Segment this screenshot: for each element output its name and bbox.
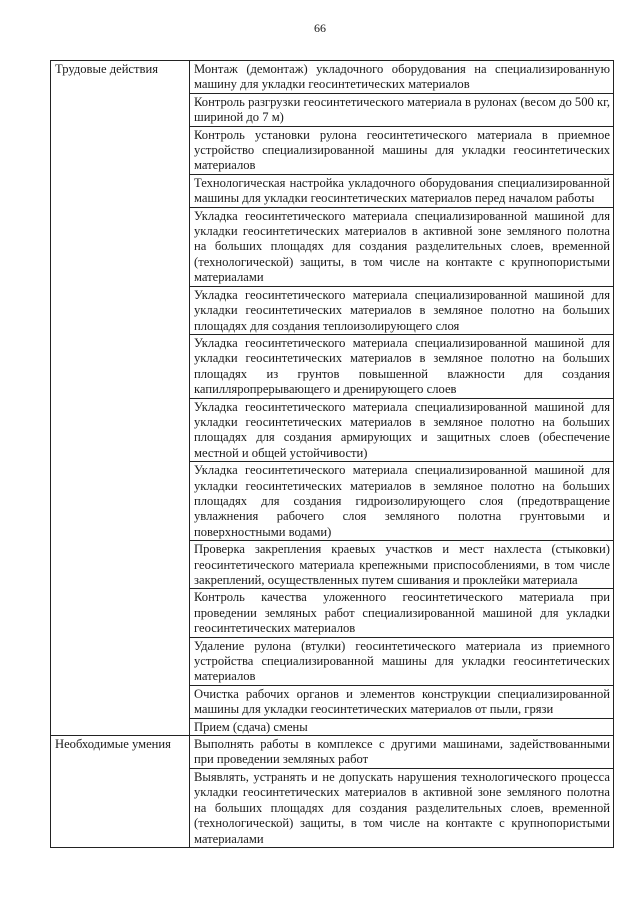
table-cell-item: Монтаж (демонтаж) укладочного оборудования на специализированную машину для укладки геосинтетических материалов: [190, 61, 614, 94]
table-cell-item: Контроль разгрузки геосинтетического материала в рулонах (весом до 500 кг, шириной до 7 м): [190, 93, 614, 126]
table-cell-item: Очистка рабочих органов и элементов конструкции специализированной машины для укладки геосинтетических материалов от пыли, грязи: [190, 685, 614, 718]
table-cell-item: Контроль качества уложенного геосинтетического материала при проведении земляных работ специализированной машиной для укладки геосинтетических материалов: [190, 589, 614, 637]
table-cell-item: Удаление рулона (втулки) геосинтетического материала из приемного устройства специализированной машины для укладки геосинтетических материалов: [190, 637, 614, 685]
table-cell-item: Прием (сдача) смены: [190, 718, 614, 735]
section-label: Необходимые умения: [51, 736, 190, 848]
page-number: 66: [314, 21, 326, 35]
table-cell-item: Выполнять работы в комплексе с другими машинами, задействованными при проведении земляных работ: [190, 736, 614, 769]
table-body: [51, 61, 614, 848]
table-cell-item: Укладка геосинтетического материала специализированной машиной для укладки геосинтетических материалов в земляное полотно на больших площадях из грунтов повышенной влажности для создания капилляропрерывающего и дренирующего слоев: [190, 334, 614, 398]
table-row: [51, 61, 614, 94]
table-row: [51, 736, 614, 769]
table-cell-item: Укладка геосинтетического материала специализированной машиной для укладки геосинтетических материалов в земляное полотно на больших площадях для создания теплоизолирующего слоя: [190, 286, 614, 334]
table-cell-item: Технологическая настройка укладочного оборудования специализированной машины для укладки геосинтетических материалов перед началом работы: [190, 174, 614, 207]
table-cell-item: Укладка геосинтетического материала специализированной машиной для укладки геосинтетических материалов в земляное полотно на больших площадях для создания армирующих и защитных слоев (обеспечение местной и общей устойчивости): [190, 398, 614, 462]
table-cell-item: Укладка геосинтетического материала специализированной машиной для укладки геосинтетических материалов в активной зоне земляного полотна на больших площадях для создания разделительных слоев, временной (технологической) защиты, в том числе на контакте с крупнопористыми материалами: [190, 207, 614, 286]
table-cell-item: Укладка геосинтетического материала специализированной машиной для укладки геосинтетических материалов в земляное полотно на больших площадях для создания гидроизолирующего слоя (предотвращение увлажнения рабочего слоя земляного полотна грунтовыми и поверхностными водами): [190, 462, 614, 541]
table-cell-item: Выявлять, устранять и не допускать нарушения технологического процесса укладки геосинтетических материалов в активной зоне земляного полотна на больших площадях для создания разделительных слоев, временной (технологической) защиты, в том числе на контакте с крупнопористыми материалами: [190, 768, 614, 847]
table-cell-item: Проверка закрепления краевых участков и мест нахлеста (стыковки) геосинтетического материала крепежными приспособлениями, в том числе закреплений, осуществленных путем сшивания и проклейки материала: [190, 541, 614, 589]
competency-table: [50, 60, 614, 848]
table-cell-item: Контроль установки рулона геосинтетического материала в приемное устройство специализированной машины для укладки геосинтетических материалов: [190, 126, 614, 174]
section-label: Трудовые действия: [51, 61, 190, 736]
